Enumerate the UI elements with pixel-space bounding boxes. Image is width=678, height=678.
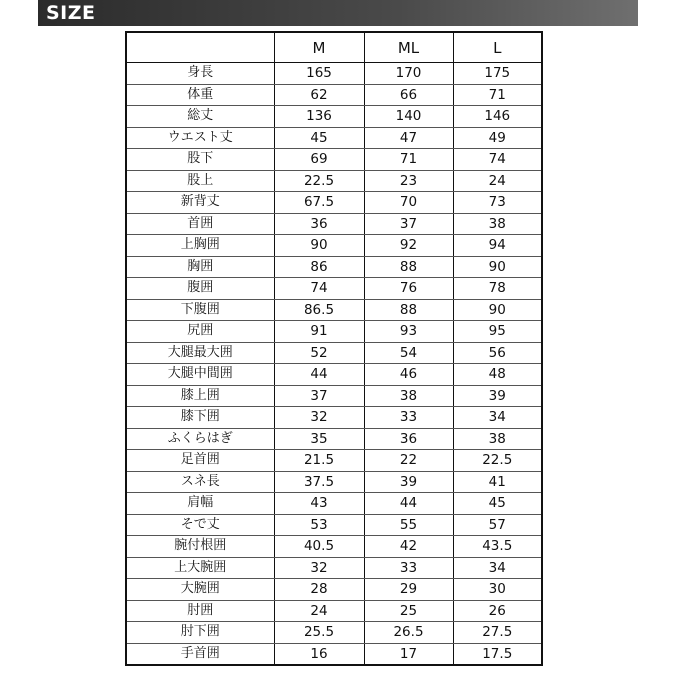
- value-cell-m: 16: [274, 643, 364, 665]
- value-cell-m: 40.5: [274, 536, 364, 558]
- value-cell-ml: 23: [364, 170, 453, 192]
- value-cell-ml: 71: [364, 149, 453, 171]
- value-cell-l: 74: [453, 149, 542, 171]
- value-cell-ml: 93: [364, 321, 453, 343]
- value-cell-l: 30: [453, 579, 542, 601]
- table-row: [126, 170, 542, 192]
- value-cell-l: 39: [453, 385, 542, 407]
- table-row: [126, 643, 542, 665]
- value-cell-ml: 170: [364, 63, 453, 85]
- table-row: [126, 514, 542, 536]
- value-cell-m: 25.5: [274, 622, 364, 644]
- header-cell-measurement: [126, 32, 274, 63]
- value-cell-ml: 44: [364, 493, 453, 515]
- table-row: [126, 278, 542, 300]
- table-row: [126, 342, 542, 364]
- value-cell-l: 146: [453, 106, 542, 128]
- table-row: [126, 493, 542, 515]
- value-cell-l: 71: [453, 84, 542, 106]
- table-row: [126, 557, 542, 579]
- value-cell-m: 91: [274, 321, 364, 343]
- value-cell-l: 22.5: [453, 450, 542, 472]
- row-label: 大腕囲: [126, 579, 274, 601]
- value-cell-m: 45: [274, 127, 364, 149]
- table-row: [126, 149, 542, 171]
- row-label: 腹囲: [126, 278, 274, 300]
- table-row: [126, 127, 542, 149]
- value-cell-l: 41: [453, 471, 542, 493]
- value-cell-m: 86.5: [274, 299, 364, 321]
- value-cell-m: 24: [274, 600, 364, 622]
- value-cell-l: 45: [453, 493, 542, 515]
- value-cell-l: 57: [453, 514, 542, 536]
- table-row: [126, 600, 542, 622]
- row-label: 膝上囲: [126, 385, 274, 407]
- header-cell-size-l: L: [453, 32, 542, 63]
- value-cell-m: 52: [274, 342, 364, 364]
- value-cell-ml: 42: [364, 536, 453, 558]
- header-row: [126, 32, 542, 63]
- value-cell-ml: 17: [364, 643, 453, 665]
- row-label: ウエスト丈: [126, 127, 274, 149]
- table-row: [126, 321, 542, 343]
- row-label: 身長: [126, 63, 274, 85]
- table-row: [126, 385, 542, 407]
- table-body: [126, 63, 542, 666]
- value-cell-m: 74: [274, 278, 364, 300]
- table-row: [126, 407, 542, 429]
- row-label: ふくらはぎ: [126, 428, 274, 450]
- row-label: 尻囲: [126, 321, 274, 343]
- value-cell-m: 21.5: [274, 450, 364, 472]
- size-chart-table: [125, 31, 543, 666]
- value-cell-l: 175: [453, 63, 542, 85]
- value-cell-ml: 92: [364, 235, 453, 257]
- table-row: [126, 213, 542, 235]
- row-label: 上大腕囲: [126, 557, 274, 579]
- table-row: [126, 450, 542, 472]
- value-cell-m: 69: [274, 149, 364, 171]
- value-cell-l: 48: [453, 364, 542, 386]
- value-cell-m: 32: [274, 557, 364, 579]
- value-cell-ml: 39: [364, 471, 453, 493]
- value-cell-ml: 70: [364, 192, 453, 214]
- table-row: [126, 84, 542, 106]
- value-cell-ml: 26.5: [364, 622, 453, 644]
- value-cell-l: 27.5: [453, 622, 542, 644]
- value-cell-m: 37: [274, 385, 364, 407]
- value-cell-l: 34: [453, 407, 542, 429]
- value-cell-ml: 88: [364, 256, 453, 278]
- table-row: [126, 622, 542, 644]
- value-cell-ml: 88: [364, 299, 453, 321]
- row-label: 手首囲: [126, 643, 274, 665]
- header-cell-size-ml: ML: [364, 32, 453, 63]
- value-cell-ml: 76: [364, 278, 453, 300]
- table-row: [126, 106, 542, 128]
- value-cell-m: 86: [274, 256, 364, 278]
- row-label: 足首囲: [126, 450, 274, 472]
- value-cell-m: 90: [274, 235, 364, 257]
- value-cell-l: 78: [453, 278, 542, 300]
- value-cell-ml: 37: [364, 213, 453, 235]
- row-label: 大腿最大囲: [126, 342, 274, 364]
- value-cell-ml: 140: [364, 106, 453, 128]
- value-cell-l: 95: [453, 321, 542, 343]
- value-cell-m: 43: [274, 493, 364, 515]
- value-cell-m: 36: [274, 213, 364, 235]
- size-banner: [38, 0, 638, 26]
- row-label: スネ長: [126, 471, 274, 493]
- value-cell-m: 22.5: [274, 170, 364, 192]
- value-cell-l: 73: [453, 192, 542, 214]
- row-label: 総丈: [126, 106, 274, 128]
- table-row: [126, 579, 542, 601]
- row-label: 胸囲: [126, 256, 274, 278]
- row-label: 股下: [126, 149, 274, 171]
- value-cell-ml: 38: [364, 385, 453, 407]
- row-label: 新背丈: [126, 192, 274, 214]
- value-cell-m: 32: [274, 407, 364, 429]
- value-cell-l: 24: [453, 170, 542, 192]
- table-row: [126, 192, 542, 214]
- value-cell-m: 165: [274, 63, 364, 85]
- value-cell-l: 90: [453, 256, 542, 278]
- table-row: [126, 364, 542, 386]
- value-cell-m: 136: [274, 106, 364, 128]
- value-cell-ml: 25: [364, 600, 453, 622]
- value-cell-l: 90: [453, 299, 542, 321]
- table-row: [126, 299, 542, 321]
- value-cell-ml: 33: [364, 557, 453, 579]
- table-row: [126, 428, 542, 450]
- value-cell-ml: 29: [364, 579, 453, 601]
- row-label: 肘囲: [126, 600, 274, 622]
- value-cell-ml: 22: [364, 450, 453, 472]
- row-label: そで丈: [126, 514, 274, 536]
- value-cell-ml: 47: [364, 127, 453, 149]
- row-label: 上胸囲: [126, 235, 274, 257]
- value-cell-l: 17.5: [453, 643, 542, 665]
- value-cell-ml: 55: [364, 514, 453, 536]
- value-cell-m: 28: [274, 579, 364, 601]
- value-cell-l: 49: [453, 127, 542, 149]
- row-label: 体重: [126, 84, 274, 106]
- value-cell-ml: 36: [364, 428, 453, 450]
- value-cell-m: 44: [274, 364, 364, 386]
- value-cell-l: 38: [453, 213, 542, 235]
- row-label: 肩幅: [126, 493, 274, 515]
- row-label: 大腿中間囲: [126, 364, 274, 386]
- table-header: [126, 32, 542, 63]
- header-cell-size-m: M: [274, 32, 364, 63]
- row-label: 膝下囲: [126, 407, 274, 429]
- table-row: [126, 63, 542, 85]
- row-label: 肘下囲: [126, 622, 274, 644]
- value-cell-ml: 54: [364, 342, 453, 364]
- value-cell-l: 34: [453, 557, 542, 579]
- row-label: 下腹囲: [126, 299, 274, 321]
- table-row: [126, 471, 542, 493]
- value-cell-l: 38: [453, 428, 542, 450]
- value-cell-ml: 66: [364, 84, 453, 106]
- value-cell-l: 94: [453, 235, 542, 257]
- value-cell-l: 43.5: [453, 536, 542, 558]
- row-label: 首囲: [126, 213, 274, 235]
- banner-title: SIZE: [46, 2, 96, 24]
- value-cell-m: 35: [274, 428, 364, 450]
- value-cell-m: 53: [274, 514, 364, 536]
- value-cell-ml: 46: [364, 364, 453, 386]
- value-cell-m: 67.5: [274, 192, 364, 214]
- table-row: [126, 256, 542, 278]
- table-row: [126, 235, 542, 257]
- value-cell-l: 26: [453, 600, 542, 622]
- table-row: [126, 536, 542, 558]
- value-cell-ml: 33: [364, 407, 453, 429]
- row-label: 腕付根囲: [126, 536, 274, 558]
- row-label: 股上: [126, 170, 274, 192]
- value-cell-l: 56: [453, 342, 542, 364]
- value-cell-m: 37.5: [274, 471, 364, 493]
- value-cell-m: 62: [274, 84, 364, 106]
